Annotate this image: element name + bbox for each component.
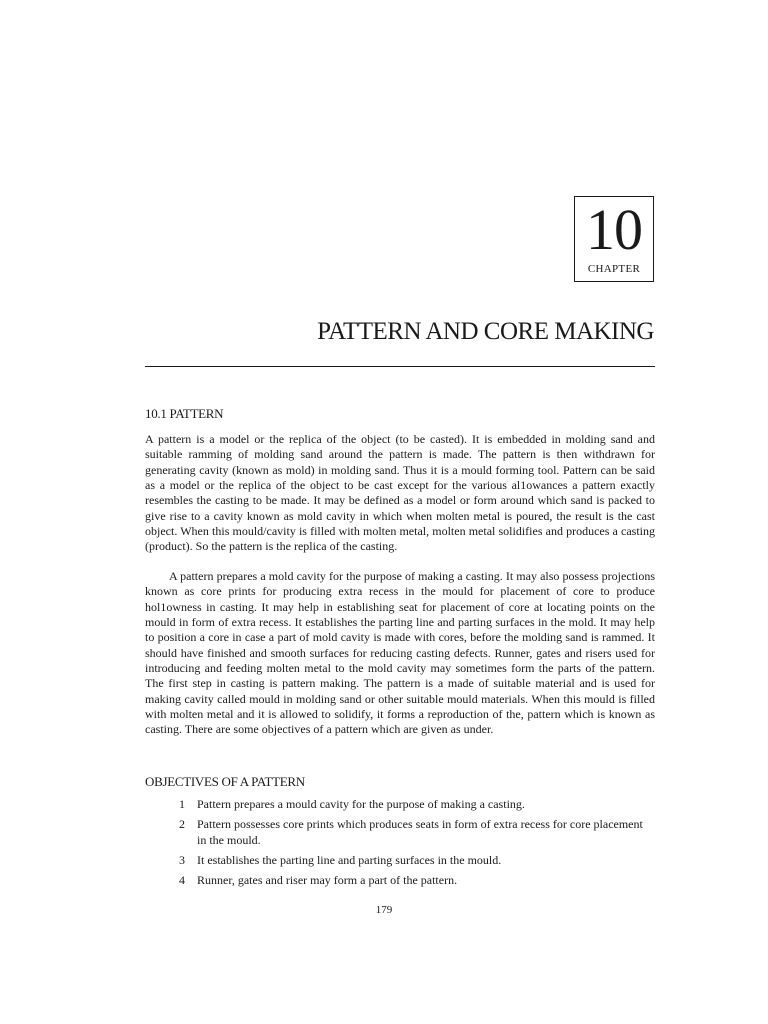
list-item	[145, 817, 655, 848]
list-item-number: 1	[179, 797, 185, 811]
list-item-text: It establishes the parting line and parting surfaces in the mould.	[197, 853, 502, 868]
objectives-heading: OBJECTIVES OF A PATTERN	[145, 774, 305, 789]
chapter-number: 10	[586, 197, 642, 262]
paragraph-2: A pattern prepares a mold cavity for the purpose of making a casting. It may also possess projections known as core prints for producing extra recess in the mould for placement of core to produce hol1owness in casting. It may help in establishing seat for placement of core at locating points on the mould in form of extra recess. It establishes the parting line and parting surfaces in the mold. It may help to position a core in case a part of mold cavity is made with cores, before the molding sand is rammed. It should have finished and smooth surfaces for reducing casting defects. Runner, gates and risers used for introducing and feeding molten metal to the mold cavity may sometimes form the parts of the pattern. The first step in casting is pattern making. The pattern is a made of suitable material and is used for making cavity called mould in molding sand or other suitable mould materials. When this mould is filled with molten metal and it is allowed to solidify, it forms a reproduction of the, pattern which is known as casting. There are some objectives of a pattern which are given as under.	[145, 569, 655, 737]
title-divider	[145, 366, 655, 367]
list-item-text: Pattern possesses core prints which produces seats in form of extra recess for core placement in the mould.	[197, 817, 643, 847]
list-item	[145, 797, 655, 812]
objectives-list	[145, 797, 655, 894]
list-item-number: 4	[179, 873, 185, 888]
chapter-label: CHAPTER	[587, 263, 641, 275]
chapter-box	[574, 196, 654, 282]
list-item-number: 3	[179, 853, 185, 868]
chapter-title: PATTERN AND CORE MAKING	[317, 318, 654, 345]
list-item-number: 2	[179, 817, 185, 832]
section-heading: 10.1 PATTERN	[145, 406, 224, 421]
page-number: 179	[375, 904, 393, 916]
list-item	[145, 853, 655, 868]
paragraph-1: A pattern is a model or the replica of the object (to be casted). It is embedded in molding sand and suitable ramming of molding sand around the pattern is made. The pattern is then withdrawn for generating cavity (known as mold) in molding sand. Thus it is a mould forming tool. Pattern can be said as a model or the replica of the object to be cast except for the various al1owances a pattern exactly resembles the casting to be made. It may be defined as a model or form around which sand is packed to give rise to a cavity known as mold cavity in which when molten metal is poured, the result is the cast object. When this mould/cavity is filled with molten metal, molten metal solidifies and produces a casting (product). So the pattern is the replica of the casting.	[145, 432, 655, 554]
list-item-text: Runner, gates and riser may form a part of the pattern.	[197, 873, 458, 888]
list-item	[145, 873, 655, 888]
list-item-text: Pattern prepares a mould cavity for the purpose of making a casting.	[197, 797, 525, 811]
